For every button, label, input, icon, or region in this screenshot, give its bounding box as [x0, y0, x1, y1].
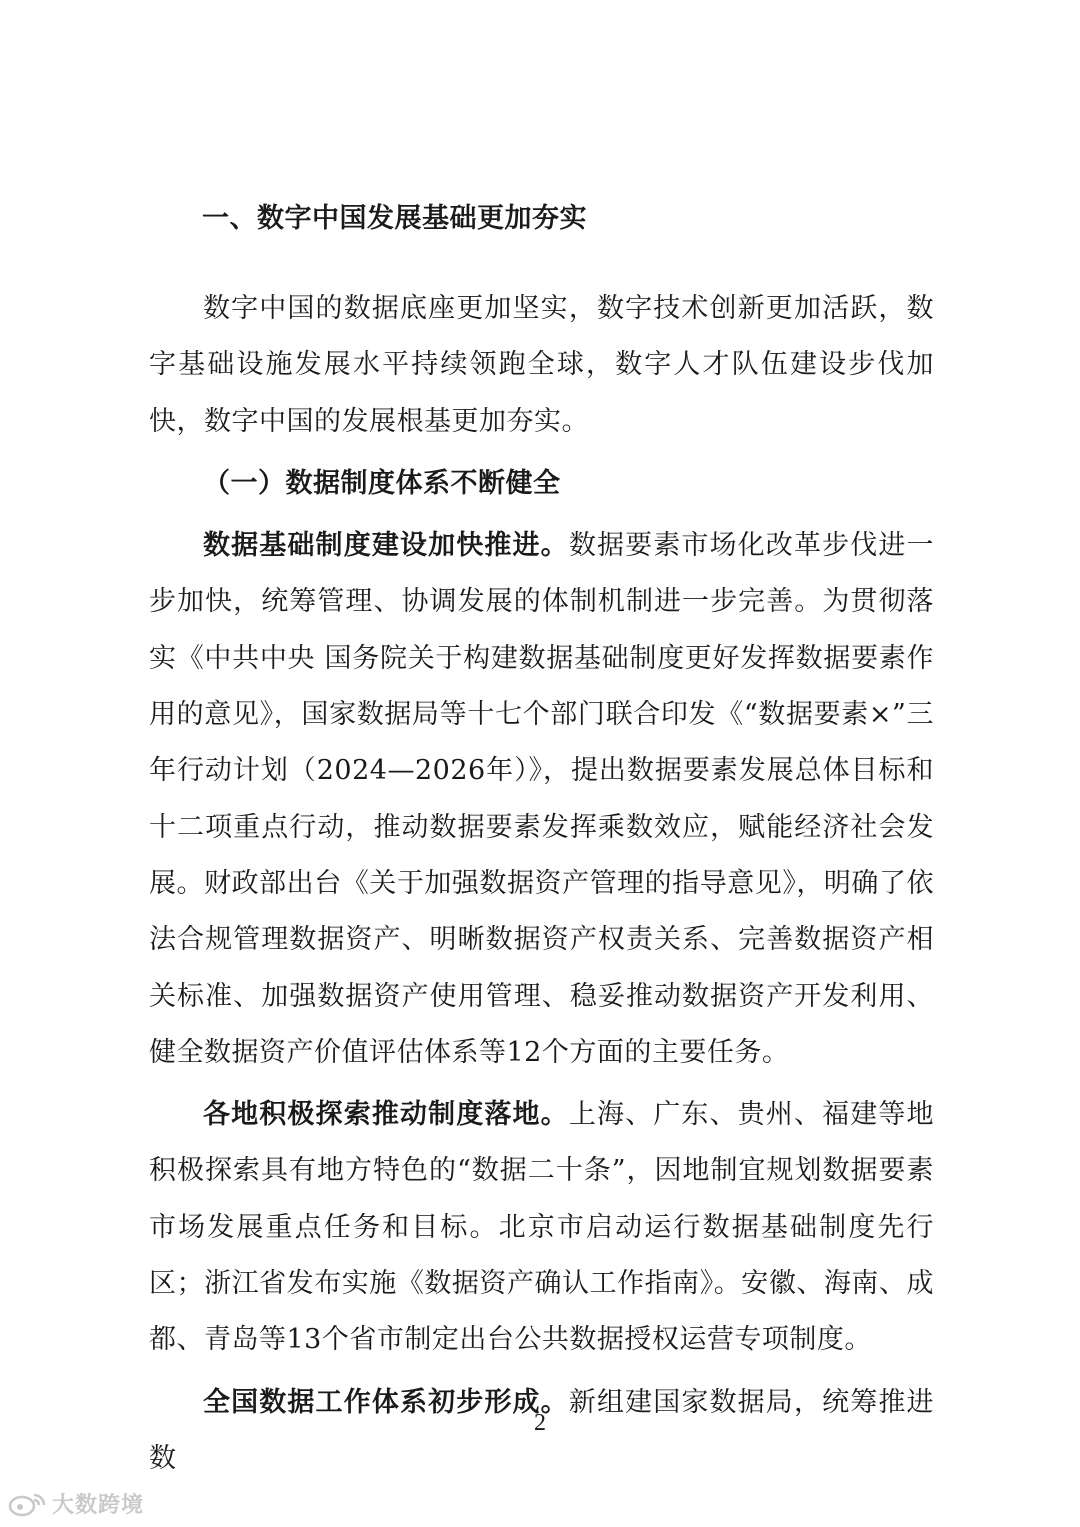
weibo-logo-icon — [8, 1491, 48, 1517]
paragraph-data-foundation — [149, 518, 934, 1081]
paragraph-text: 上海、广东、贵州、福建等地积极探索具有地方特色的“数据二十条”，因地制宜规划数据要素市场发展重点任务和目标。北京市启动运行数据基础制度先行区；浙江省发布实施《数据资产确认工作指南》。安徽、海南、成都、青岛等13个省市制定出台公共数据授权运营专项制度。 — [149, 1099, 935, 1356]
paragraph-text: 数据要素市场化改革步伐进一步加快，统筹管理、协调发展的体制机制进一步完善。为贯彻落实《中共中央 国务院关于构建数据基础制度更好发挥数据要素作用的意见》，国家数据局等十七个部门联合印发《“数据要素×”三年行动计划（2024—2026年）》，提出数据要素发展总体目标和十二项重点行动，推动数据要素发挥乘数效应，赋能经济社会发展。财政部出台《关于加强数据资产管理的指导意见》，明确了依法合规管理数据资产、明晰数据资产权责关系、完善数据资产相关标准、加强数据资产使用管理、稳妥推动数据资产开发利用、健全数据资产价值评估体系等12个方面的主要任务。 — [149, 530, 935, 1068]
paragraph-local-exploration — [149, 1087, 934, 1368]
page-number: 2 — [534, 1410, 546, 1436]
watermark-text: 大数跨境 — [52, 1493, 145, 1518]
document-body — [149, 281, 934, 1493]
section-heading: 一、数字中国发展基础更加夯实 — [202, 203, 587, 234]
paragraph-lead: 全国数据工作体系初步形成。 — [203, 1386, 569, 1418]
watermark — [8, 1488, 144, 1519]
intro-paragraph: 数字中国的数据底座更加坚实，数字技术创新更加活跃，数字基础设施发展水平持续领跑全球，数字人才队伍建设步伐加快，数字中国的发展根基更加夯实。 — [149, 293, 934, 437]
paragraph-lead: 各地积极探索推动制度落地。 — [203, 1099, 569, 1131]
paragraph-lead: 数据基础制度建设加快推进。 — [203, 530, 569, 562]
paragraph-text: 新组建国家数据局，统筹推进数 — [149, 1386, 935, 1474]
subsection-heading: （一）数据制度体系不断健全 — [203, 467, 561, 499]
